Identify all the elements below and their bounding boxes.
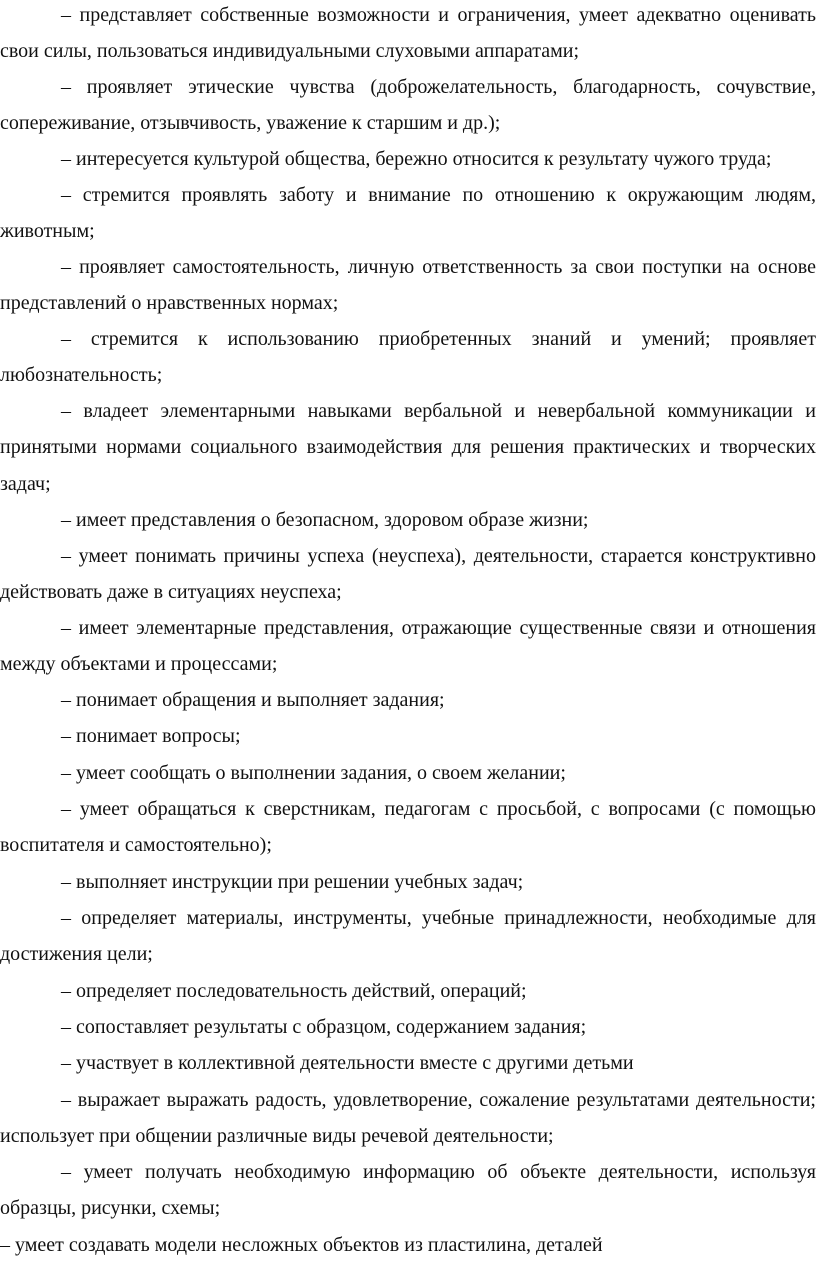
list-item: – интересуется культурой общества, бережно относится к результату чужого труда;	[61, 148, 772, 170]
list-item: – проявляет самостоятельность, личную ответственность за свои поступки на основе представлений о нравственных нормах;	[0, 256, 816, 315]
list-item: – умеет обращаться к сверстникам, педагогам с просьбой, с вопросами (с помощью воспитателя и самостоятельно);	[0, 798, 816, 857]
list-item: – определяет последовательность действий, операций;	[61, 980, 527, 1002]
list-item: – сопоставляет результаты с образцом, содержанием задания;	[61, 1016, 587, 1038]
list-item: – представляет собственные возможности и ограничения, умеет адекватно оценивать свои силы, пользоваться индивидуальными слуховыми аппаратами;	[0, 4, 816, 63]
list-item: – умеет создавать модели несложных объектов из пластилина, деталей	[0, 1234, 603, 1256]
list-item: – участвует в коллективной деятельности вместе с другими детьми	[61, 1052, 634, 1074]
list-item: – умеет понимать причины успеха (неуспеха), деятельности, старается конструктивно действовать даже в ситуациях неуспеха;	[0, 545, 816, 604]
list-item: – понимает обращения и выполняет задания;	[61, 689, 445, 711]
list-item: – имеет представления о безопасном, здоровом образе жизни;	[61, 509, 589, 531]
list-item: – выполняет инструкции при решении учебных задач;	[61, 871, 524, 893]
list-item: – стремится проявлять заботу и внимание по отношению к окружающим людям, животным;	[0, 184, 816, 243]
list-item: – владеет элементарными навыками вербальной и невербальной коммуникации и принятыми нормами социального взаимодействия для решения практических и творческих задач;	[0, 400, 816, 495]
list-item: – умеет сообщать о выполнении задания, о своем желании;	[61, 762, 566, 784]
list-item: – стремится к использованию приобретенных знаний и умений; проявляет любознательность;	[0, 328, 816, 387]
list-item: – проявляет этические чувства (доброжелательность, благодарность, сочувствие, сопереживание, отзывчивость, уважение к старшим и др.);	[0, 76, 816, 135]
list-item: – определяет материалы, инструменты, учебные принадлежности, необходимые для достижения цели;	[0, 907, 816, 966]
list-item: – имеет элементарные представления, отражающие существенные связи и отношения между объектами и процессами;	[0, 617, 816, 676]
list-item: – выражает выражать радость, удовлетворение, сожаление результатами деятельности; использует при общении различные виды речевой деятельности;	[0, 1089, 816, 1148]
list-item: – понимает вопросы;	[61, 725, 241, 747]
list-item: – умеет получать необходимую информацию об объекте деятельности, используя образцы, рисунки, схемы;	[0, 1161, 816, 1220]
